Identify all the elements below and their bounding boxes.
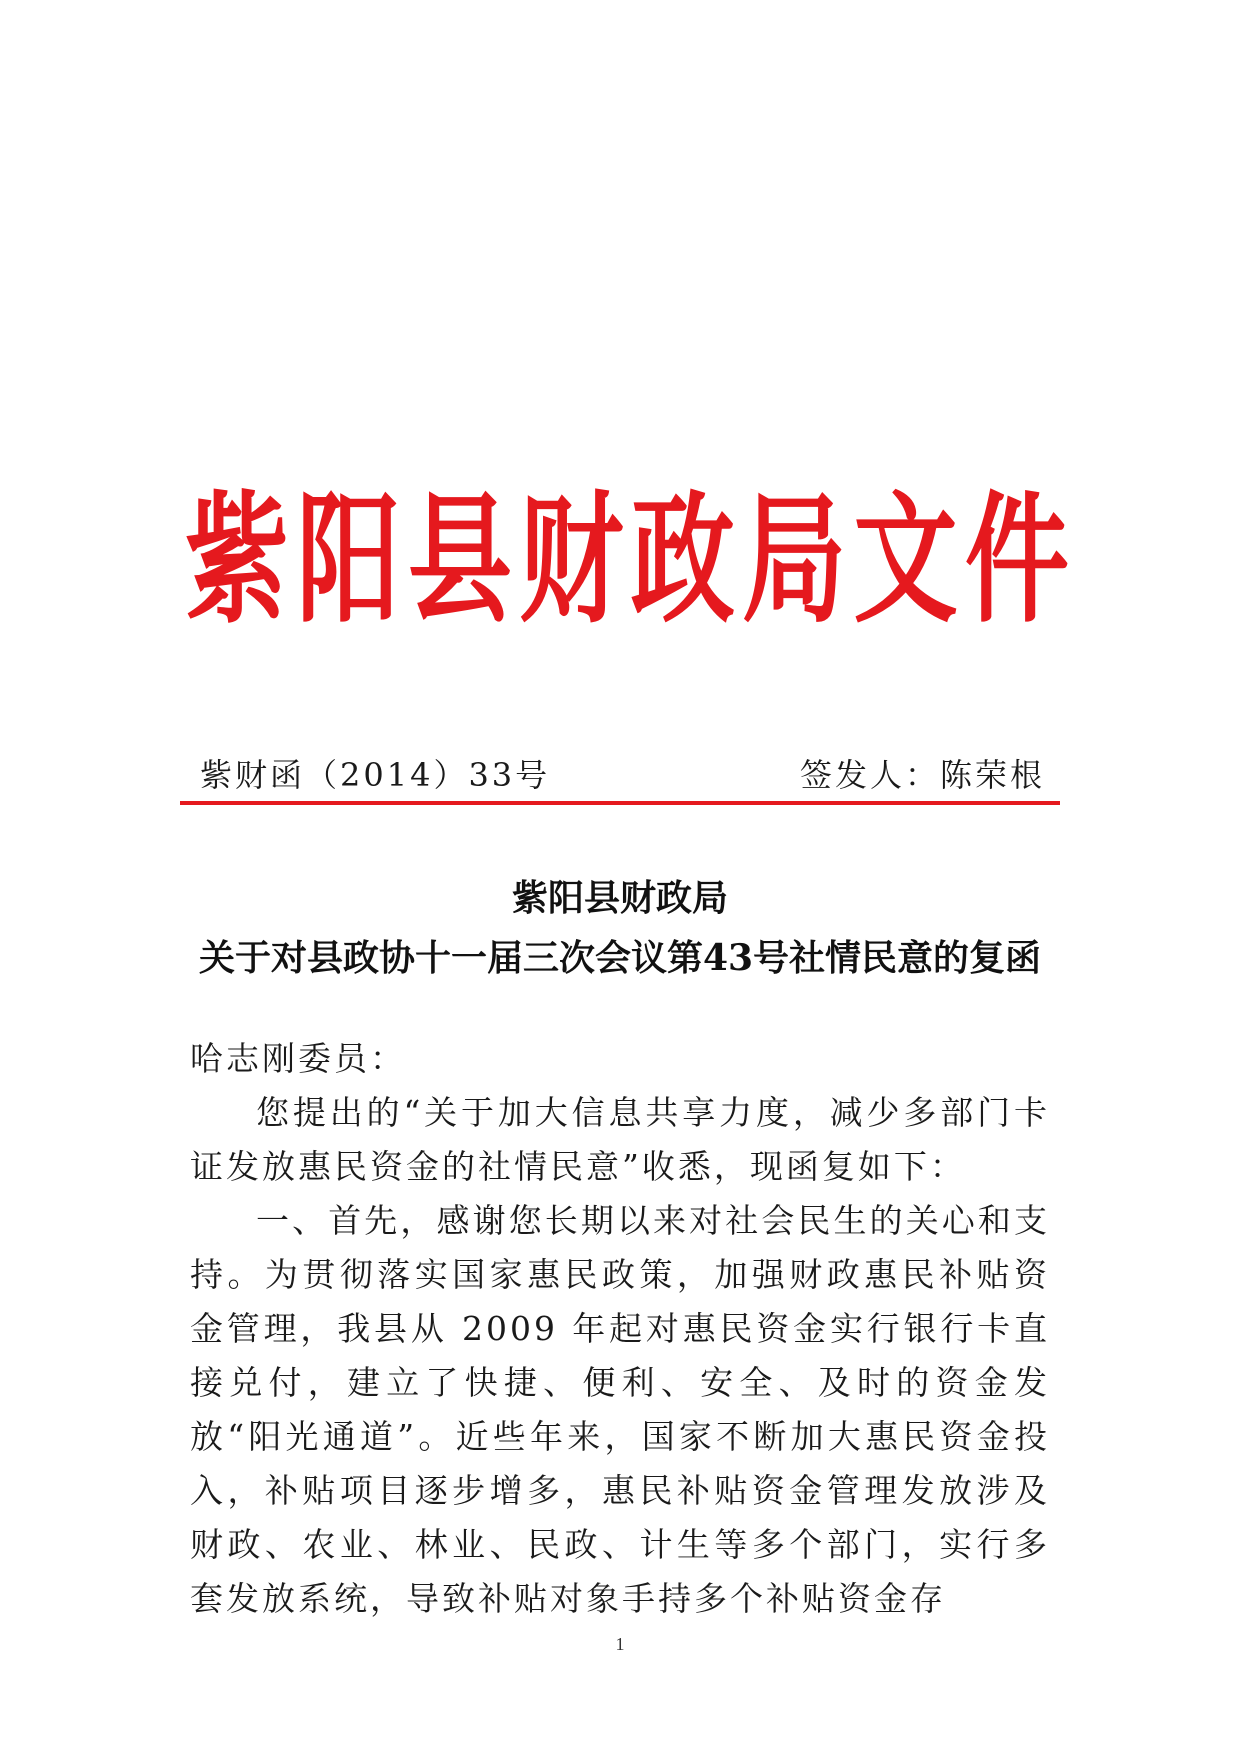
- body-paragraph: 您提出的“关于加大信息共享力度，减少多部门卡证发放惠民资金的社情民意”收悉，现函复如下：: [190, 1093, 1050, 1186]
- document-number: 紫财函（2014）33号: [200, 756, 551, 794]
- red-divider-line: [180, 801, 1060, 805]
- salutation: 哈志刚委员：: [190, 1039, 406, 1078]
- title-char: 政: [630, 477, 735, 643]
- title-char: 阳: [296, 477, 401, 643]
- title-char: 局: [742, 477, 847, 643]
- body-paragraph: 一、首先，感谢您长期以来对社会民生的关心和支持。为贯彻落实国家惠民政策，加强财政惠民补贴资金管理，我县从 2009 年起对惠民资金实行银行卡直接兑付，建立了快捷、便利、安全、及时的资金发放“阳光通道”。近些年来，国家不断加大惠民资金投入，补贴项目逐步增多，惠民补贴资金管理发放涉及财政、农业、林业、民政、计生等多个部门，实行多套发放系统，导致补贴对象手持多个补贴资金存: [190, 1201, 1050, 1618]
- agency-red-header-title: [185, 452, 1069, 668]
- title-char: 件: [964, 477, 1069, 643]
- title-char: 文: [853, 477, 958, 643]
- page-number: 1: [615, 1634, 625, 1654]
- title-char: 紫: [185, 477, 290, 643]
- title-char: 县: [407, 477, 512, 643]
- document-heading-subject: 关于对县政协十一届三次会议第43号社情民意的复函: [198, 937, 1042, 979]
- signer: 签发人：陈荣根: [799, 756, 1045, 794]
- document-meta-row: [200, 748, 1045, 798]
- document-body: [190, 1032, 1050, 1626]
- document-heading-issuer: 紫阳县财政局: [511, 877, 728, 919]
- title-char: 财: [519, 477, 624, 643]
